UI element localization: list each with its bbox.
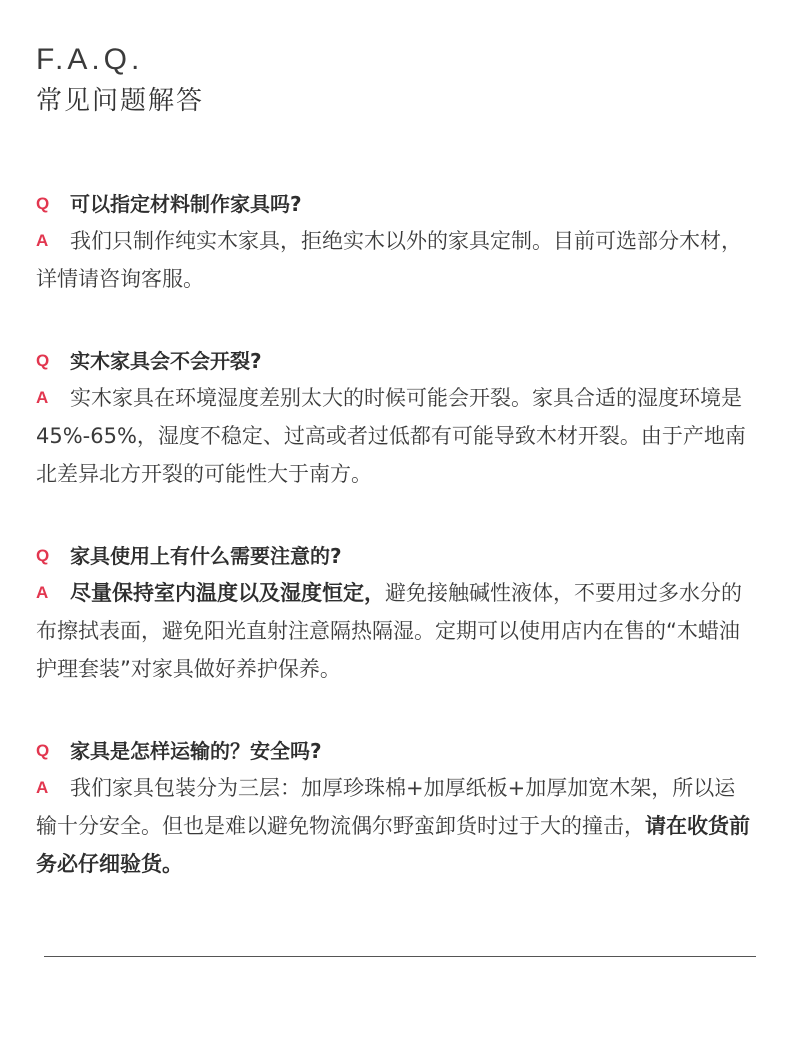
faq-item [36, 538, 756, 688]
question-marker: Q [36, 741, 50, 760]
question-text: 实木家具会不会开裂? [70, 349, 262, 373]
answer-marker: A [36, 583, 49, 602]
answer-text: 实木家具在环境湿度差别太大的时候可能会开裂。家具合适的湿度环境是45%-65%，湿度不稳定、过高或者过低都有可能导致木材开裂。由于产地南北差异北方开裂的可能性大于南方。 [36, 386, 746, 486]
answer-text: 避免接触碱性液体，不要用过多水分的布擦拭表面，避免阳光直射注意隔热隔湿。定期可以使用店内在售的“木蜡油护理套装”对家具做好养护保养。 [36, 581, 742, 681]
faq-title-en: F.A.Q. [36, 43, 144, 76]
answer-block [36, 379, 756, 493]
answer-marker: A [36, 231, 49, 250]
question-marker: Q [36, 546, 50, 565]
answer-paragraph [36, 222, 756, 298]
answer-block [36, 769, 756, 883]
question-text: 可以指定材料制作家具吗? [70, 192, 302, 216]
answer-text: 我们家具包装分为三层：加厚珍珠棉+加厚纸板+加厚加宽木架，所以运输十分安全。但也是难以避免物流偶尔野蛮卸货时过于大的撞击， [36, 776, 736, 838]
footer-divider [44, 956, 756, 957]
answer-paragraph [36, 379, 756, 493]
answer-paragraph [36, 574, 756, 688]
faq-item [36, 186, 756, 298]
question-marker: Q [36, 351, 50, 370]
question-line [36, 343, 756, 379]
answer-text: 我们只制作纯实木家具，拒绝实木以外的家具定制。目前可选部分木材，详情请咨询客服。 [36, 229, 742, 291]
faq-header [36, 42, 204, 118]
question-text: 家具是怎样运输的？安全吗? [70, 739, 322, 763]
answer-emphasis: 尽量保持室内温度以及湿度恒定， [70, 581, 385, 605]
question-marker: Q [36, 194, 50, 213]
answer-block [36, 222, 756, 298]
faq-item [36, 733, 756, 883]
answer-emphasis-tail: 请在收货前务必仔细验货。 [36, 814, 750, 876]
question-line [36, 538, 756, 574]
question-line [36, 733, 756, 769]
faq-item [36, 343, 756, 493]
answer-marker: A [36, 388, 49, 407]
answer-paragraph [36, 769, 756, 883]
answer-marker: A [36, 778, 49, 797]
answer-block [36, 574, 756, 688]
faq-title-cn: 常见问题解答 [36, 86, 205, 116]
question-line [36, 186, 756, 222]
question-text: 家具使用上有什么需要注意的? [70, 544, 342, 568]
